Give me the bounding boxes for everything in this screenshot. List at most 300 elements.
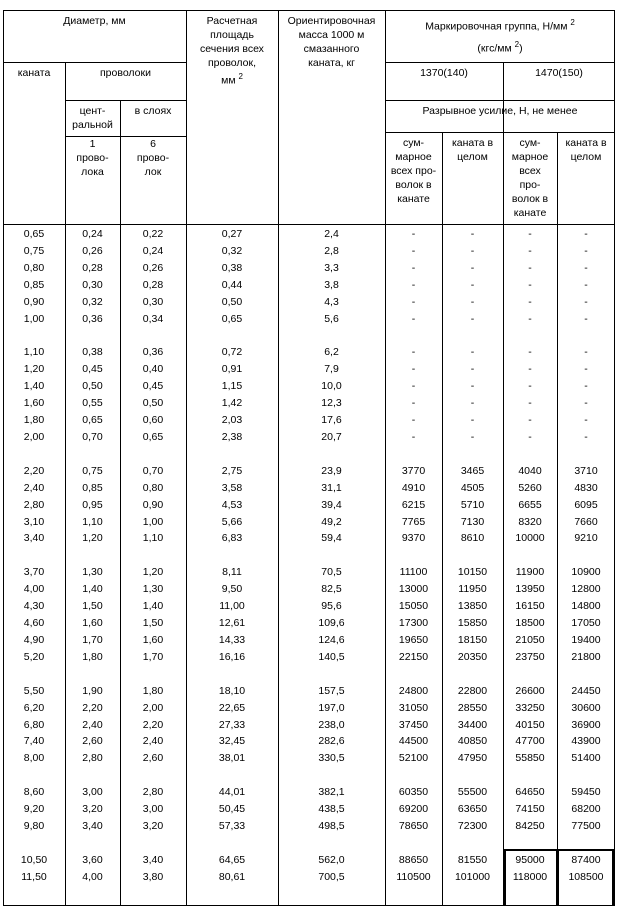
- header-central: цент- ральной: [72, 105, 113, 131]
- rope-1470-cell: 43900: [571, 735, 601, 748]
- section-area-cell: 4,53: [221, 498, 243, 511]
- row-line: [385, 132, 615, 133]
- rope-diameter-cell: 1,00: [23, 312, 45, 325]
- mass-cell: 59,4: [321, 532, 342, 545]
- rope-1370-cell: 11950: [458, 583, 487, 596]
- mass-cell: 10,0: [321, 380, 342, 393]
- sum-1370-cell: -: [411, 312, 416, 325]
- rope-1370-cell: 72300: [457, 820, 488, 832]
- sum-1470-cell: 8320: [518, 515, 542, 528]
- sum-1370-cell: 69200: [398, 803, 429, 816]
- central-wire-cell: 0,75: [82, 464, 103, 477]
- layer-wire-cell: 1,20: [142, 566, 164, 579]
- sum-1470-cell: 118000: [512, 870, 548, 883]
- rope-1370-cell: 10150: [457, 566, 488, 579]
- header-marking-group: Маркировочная группа, Н/мм $^2$ (кгс/мм $^2$): [425, 18, 575, 54]
- section-area-cell: 0,27: [221, 228, 243, 240]
- central-wire-cell: 2,40: [82, 718, 103, 731]
- rope-1470-cell: 9210: [574, 532, 598, 545]
- section-area-cell: 1,15: [221, 380, 243, 393]
- section-area-cell: 0,65: [221, 312, 243, 325]
- central-wire-cell: 2,20: [82, 701, 103, 714]
- highlight-line-top: [503, 849, 615, 851]
- header-wires: проволоки: [100, 67, 151, 79]
- sum-1470-cell: 95000: [515, 853, 545, 866]
- sum-1370-cell: 24800: [398, 684, 429, 697]
- central-wire-cell: 0,50: [82, 380, 103, 393]
- header-breaking-force: Разрывное усилие, Н, не менее: [422, 105, 578, 117]
- rope-1370-cell: -: [470, 380, 475, 393]
- sum-1370-cell: -: [411, 397, 416, 410]
- layer-wire-cell: 0,65: [142, 430, 164, 443]
- rope-1370-cell: 47950: [457, 752, 488, 765]
- section-area-cell: 57,33: [218, 820, 246, 832]
- section-area-cell: 16,16: [218, 650, 246, 663]
- sum-1470-cell: 84250: [515, 820, 545, 832]
- rope-diameter-cell: 5,20: [23, 650, 45, 663]
- mass-cell: 109,6: [318, 617, 345, 629]
- sum-1370-cell: -: [411, 228, 416, 240]
- layer-wire-cell: 0,80: [142, 481, 164, 494]
- rope-diameter-cell: 1,60: [23, 397, 45, 410]
- header-central-count: 1 прово- лока: [76, 138, 109, 178]
- section-area-cell: 1,42: [221, 397, 243, 410]
- sum-1370-cell: -: [411, 414, 416, 426]
- sum-1470-cell: 4040: [518, 464, 542, 477]
- rope-1470-cell: -: [584, 278, 588, 291]
- rope-diameter-cell: 11,50: [21, 870, 47, 883]
- rope-1470-cell: 10900: [571, 566, 601, 579]
- rope-1370-cell: 81550: [457, 853, 488, 866]
- layer-wire-cell: 0,45: [142, 380, 164, 393]
- sum-1470-cell: -: [528, 346, 532, 359]
- rope-diameter-cell: 0,85: [23, 278, 45, 291]
- rope-diameter-cell: 2,80: [23, 498, 45, 511]
- rope-diameter-cell: 3,40: [23, 532, 45, 545]
- header-group-1370: 1370(140): [420, 67, 468, 79]
- rope-1470-cell: 17050: [571, 617, 601, 629]
- central-wire-cell: 0,65: [82, 414, 103, 426]
- rope-diameter-cell: 8,60: [23, 786, 45, 799]
- section-area-cell: 44,01: [218, 786, 246, 799]
- central-wire-cell: 3,60: [82, 853, 103, 866]
- rope-diameter-cell: 1,80: [23, 414, 45, 426]
- rope-1370-cell: -: [470, 278, 475, 291]
- rope-1370-cell: 28550: [457, 701, 488, 714]
- central-wire-cell: 0,38: [82, 346, 103, 359]
- mass-cell: 5,6: [324, 312, 339, 325]
- header-sum-all-2: сум- марное всех про- волок в канате: [511, 137, 549, 219]
- rope-diameter-cell: 4,60: [23, 617, 45, 629]
- rope-1370-cell: 55500: [457, 786, 488, 799]
- central-wire-cell: 0,26: [82, 244, 103, 257]
- layer-wire-cell: 0,36: [142, 346, 164, 359]
- layer-wire-cell: 1,30: [142, 583, 164, 596]
- rope-1370-cell: 20350: [457, 650, 488, 663]
- sum-1470-cell: 55850: [515, 752, 545, 765]
- sum-1470-cell: 74150: [515, 803, 545, 816]
- sum-1370-cell: 4910: [401, 481, 426, 494]
- mass-cell: 330,5: [318, 752, 345, 765]
- table-border-left: [3, 10, 4, 906]
- rope-1370-cell: 101000: [454, 870, 491, 883]
- rope-diameter-cell: 2,40: [23, 481, 45, 494]
- rope-1470-cell: 19400: [571, 633, 601, 646]
- table-border-bottom: [3, 905, 615, 906]
- section-area-cell: 0,91: [221, 363, 243, 376]
- mass-cell: 282,6: [318, 735, 345, 748]
- mass-cell: 95,6: [321, 600, 342, 613]
- mass-cell: 157,5: [318, 684, 345, 697]
- mass-cell: 140,5: [318, 650, 345, 663]
- layer-wire-cell: 0,90: [142, 498, 164, 511]
- sum-1470-cell: 33250: [515, 701, 545, 714]
- mass-cell: 39,4: [321, 498, 342, 511]
- table-border-top: [3, 10, 615, 11]
- header-group-1470: 1470(150): [535, 67, 583, 79]
- rope-1370-cell: 18150: [457, 633, 488, 646]
- mass-cell: 3,3: [324, 261, 339, 274]
- rope-1470-cell: 6095: [574, 498, 598, 511]
- central-wire-cell: 0,55: [82, 397, 103, 410]
- rope-1370-cell: 8610: [460, 532, 485, 545]
- mass-cell: 3,8: [324, 278, 339, 291]
- sum-1470-cell: 21050: [515, 633, 545, 646]
- rope-1470-cell: 30600: [571, 701, 601, 714]
- rope-1370-cell: -: [470, 295, 475, 308]
- rope-1370-cell: -: [470, 414, 475, 426]
- rope-1370-cell: 13850: [457, 600, 488, 613]
- header-mass: Ориентировочная масса 1000 м смазанного каната, кг: [287, 15, 376, 69]
- rope-diameter-cell: 3,10: [23, 515, 45, 528]
- rope-diameter-cell: 0,75: [23, 244, 45, 257]
- row-line: [385, 100, 615, 101]
- section-area-cell: 2,38: [221, 430, 243, 443]
- mass-cell: 197,0: [318, 701, 345, 714]
- sum-1370-cell: 6215: [401, 498, 426, 511]
- central-wire-cell: 0,95: [82, 498, 103, 511]
- section-area-cell: 5,66: [221, 515, 243, 528]
- rope-1470-cell: 7660: [574, 515, 598, 528]
- row-line: [65, 100, 187, 101]
- layer-wire-cell: 1,70: [142, 650, 164, 663]
- rope-1370-cell: -: [470, 244, 475, 257]
- sum-1470-cell: -: [528, 430, 532, 443]
- rope-1470-cell: 36900: [571, 718, 601, 731]
- section-area-cell: 32,45: [218, 735, 246, 748]
- layer-wire-cell: 0,34: [142, 312, 164, 325]
- sum-1370-cell: 44500: [398, 735, 429, 748]
- mass-cell: 70,5: [321, 566, 342, 579]
- sum-1370-cell: 9370: [401, 532, 426, 545]
- central-wire-cell: 4,00: [82, 870, 103, 883]
- rope-1370-cell: -: [470, 397, 475, 410]
- section-area-cell: 80,61: [218, 870, 246, 883]
- rope-diameter-cell: 1,10: [23, 346, 45, 359]
- rope-1470-cell: -: [584, 346, 588, 359]
- sum-1370-cell: 110500: [396, 870, 431, 883]
- mass-cell: 438,5: [318, 803, 345, 816]
- rope-diameter-cell: 0,90: [23, 295, 45, 308]
- rope-1470-cell: -: [584, 430, 588, 443]
- section-area-cell: 0,38: [221, 261, 243, 274]
- section-area-cell: 18,10: [218, 684, 246, 697]
- central-wire-cell: 3,20: [82, 803, 103, 816]
- rope-1470-cell: 87400: [571, 853, 601, 866]
- sum-1470-cell: -: [528, 261, 532, 274]
- layer-wire-cell: 2,80: [142, 786, 164, 799]
- central-wire-cell: 1,40: [82, 583, 103, 596]
- layer-wire-cell: 1,60: [142, 633, 164, 646]
- sum-1470-cell: 10000: [515, 532, 545, 545]
- sum-1470-cell: 47700: [515, 735, 545, 748]
- central-wire-cell: 3,40: [82, 820, 103, 832]
- layer-wire-cell: 1,40: [142, 600, 164, 613]
- sum-1470-cell: -: [528, 278, 532, 291]
- mass-cell: 498,5: [318, 820, 345, 832]
- layer-wire-cell: 3,40: [142, 853, 164, 866]
- rope-diameter-cell: 2,00: [23, 430, 45, 443]
- sum-1470-cell: 18500: [515, 617, 545, 629]
- layer-wire-cell: 1,50: [142, 617, 164, 629]
- layer-wire-cell: 3,80: [142, 870, 164, 883]
- central-wire-cell: 0,32: [82, 295, 103, 308]
- rope-diameter-cell: 0,65: [23, 228, 45, 240]
- sum-1370-cell: 37450: [398, 718, 429, 731]
- rope-diameter-cell: 3,70: [23, 566, 45, 579]
- mass-cell: 20,7: [321, 430, 342, 443]
- sum-1470-cell: -: [528, 312, 532, 325]
- rope-1370-cell: 40850: [457, 735, 488, 748]
- rope-diameter-cell: 4,90: [23, 633, 45, 646]
- sum-1370-cell: 17300: [398, 617, 429, 629]
- sum-1370-cell: 15050: [398, 600, 429, 613]
- sum-1470-cell: -: [528, 295, 532, 308]
- central-wire-cell: 2,80: [82, 752, 103, 765]
- section-area-cell: 0,50: [221, 295, 243, 308]
- rope-1470-cell: -: [584, 295, 588, 308]
- mass-cell: 49,2: [321, 515, 342, 528]
- rope-1470-cell: 51400: [571, 752, 601, 765]
- rope-1370-cell: -: [470, 312, 475, 325]
- layer-wire-cell: 0,60: [142, 414, 164, 426]
- header-rope-whole-2: каната в целом: [565, 137, 607, 163]
- section-area-cell: 6,83: [221, 532, 243, 545]
- rope-1370-cell: -: [470, 228, 475, 240]
- rope-diameter-cell: 9,80: [23, 820, 45, 832]
- col-line: [278, 10, 279, 906]
- sum-1470-cell: 23750: [515, 650, 545, 663]
- sum-1370-cell: 78650: [398, 820, 429, 832]
- header-layers-count: 6 прово- лок: [136, 138, 170, 178]
- sum-1370-cell: 19650: [398, 633, 429, 646]
- sum-1470-cell: -: [528, 228, 532, 240]
- rope-1470-cell: 77500: [571, 820, 601, 832]
- sum-1370-cell: -: [411, 244, 416, 257]
- mass-cell: 124,6: [318, 633, 345, 646]
- layer-wire-cell: 2,40: [142, 735, 164, 748]
- sum-1370-cell: -: [411, 380, 416, 393]
- rope-1470-cell: -: [584, 363, 588, 376]
- rope-1370-cell: 15850: [457, 617, 488, 629]
- header-bottom-line: [3, 224, 615, 225]
- rope-diameter-cell: 6,20: [23, 701, 45, 714]
- layer-wire-cell: 0,30: [142, 295, 164, 308]
- mass-cell: 7,9: [324, 363, 339, 376]
- col-line: [186, 10, 187, 906]
- sum-1470-cell: 13950: [515, 583, 545, 596]
- section-area-cell: 14,33: [218, 633, 246, 646]
- header-diameter: Диаметр, мм: [63, 15, 126, 27]
- central-wire-cell: 2,60: [82, 735, 103, 748]
- sum-1370-cell: 52100: [398, 752, 429, 765]
- rope-1370-cell: 7130: [460, 515, 485, 528]
- layer-wire-cell: 0,24: [142, 244, 164, 257]
- mass-cell: 562,0: [318, 853, 345, 866]
- rope-1470-cell: 14800: [571, 600, 601, 613]
- rope-diameter-cell: 2,20: [23, 464, 45, 477]
- layer-wire-cell: 1,00: [142, 515, 164, 528]
- central-wire-cell: 1,60: [82, 617, 103, 629]
- sum-1470-cell: -: [528, 397, 532, 410]
- sum-1370-cell: -: [411, 261, 416, 274]
- rope-diameter-cell: 7,40: [23, 735, 45, 748]
- rope-1370-cell: 3465: [460, 464, 485, 477]
- central-wire-cell: 3,00: [82, 786, 103, 799]
- central-wire-cell: 1,70: [82, 633, 103, 646]
- central-wire-cell: 0,45: [82, 363, 103, 376]
- layer-wire-cell: 3,20: [142, 820, 164, 832]
- section-area-cell: 3,58: [221, 481, 243, 494]
- sum-1470-cell: 26600: [515, 684, 545, 697]
- rope-1370-cell: -: [470, 430, 475, 443]
- rope-1470-cell: -: [584, 244, 588, 257]
- rope-1470-cell: 12800: [571, 583, 601, 596]
- sum-1470-cell: 40150: [515, 718, 545, 731]
- rope-diameter-cell: 5,50: [23, 684, 45, 697]
- sum-1470-cell: 11900: [515, 566, 545, 579]
- central-wire-cell: 0,36: [82, 312, 103, 325]
- central-wire-cell: 0,28: [82, 261, 103, 274]
- mass-cell: 82,5: [321, 583, 342, 596]
- central-wire-cell: 0,24: [82, 228, 103, 240]
- rope-1370-cell: 63650: [457, 803, 488, 816]
- rope-diameter-cell: 1,40: [23, 380, 45, 393]
- section-area-cell: 2,03: [221, 414, 243, 426]
- layer-wire-cell: 1,10: [142, 532, 164, 545]
- section-area-cell: 9,50: [221, 583, 243, 596]
- sum-1370-cell: -: [411, 346, 416, 359]
- central-wire-cell: 1,50: [82, 600, 103, 613]
- layer-wire-cell: 3,00: [142, 803, 164, 816]
- sum-1370-cell: 13000: [398, 583, 429, 596]
- sum-1470-cell: 6655: [518, 498, 542, 511]
- sum-1470-cell: 16150: [515, 600, 545, 613]
- rope-1470-cell: -: [584, 380, 588, 393]
- section-area-cell: 38,01: [218, 752, 246, 765]
- layer-wire-cell: 0,22: [142, 228, 164, 240]
- rope-1470-cell: 68200: [571, 803, 601, 816]
- rope-diameter-cell: 9,20: [23, 803, 45, 816]
- mass-cell: 2,4: [324, 228, 339, 240]
- mass-cell: 2,8: [324, 244, 339, 257]
- layer-wire-cell: 0,70: [142, 464, 164, 477]
- sum-1370-cell: 31050: [398, 701, 429, 714]
- layer-wire-cell: 1,80: [142, 684, 164, 697]
- sum-1470-cell: 5260: [518, 481, 542, 494]
- section-area-cell: 22,65: [218, 701, 246, 714]
- rope-1470-cell: 59450: [571, 786, 601, 799]
- rope-1470-cell: -: [584, 261, 588, 274]
- sum-1470-cell: -: [528, 244, 532, 257]
- header-layers: в слоях: [134, 105, 172, 117]
- sum-1370-cell: 60350: [398, 786, 429, 799]
- sum-1370-cell: -: [411, 278, 416, 291]
- row-line: [385, 62, 615, 63]
- mass-cell: 23,9: [321, 464, 342, 477]
- rope-diameter-cell: 10,50: [20, 853, 48, 866]
- header-area: Расчетная площадь сечения всех проволок, мм $^2$: [200, 15, 264, 87]
- layer-wire-cell: 0,28: [142, 278, 164, 291]
- section-area-cell: 11,00: [219, 600, 245, 613]
- rope-1470-cell: 3710: [574, 464, 598, 477]
- mass-cell: 17,6: [321, 414, 342, 426]
- rope-1470-cell: -: [584, 414, 588, 426]
- mass-cell: 700,5: [318, 870, 345, 883]
- central-wire-cell: 0,70: [82, 430, 103, 443]
- central-wire-cell: 1,90: [82, 684, 103, 697]
- rope-diameter-cell: 0,80: [23, 261, 45, 274]
- rope-diameter-cell: 4,00: [23, 583, 45, 596]
- section-area-cell: 50,45: [218, 803, 246, 816]
- rope-diameter-cell: 4,30: [23, 600, 45, 613]
- rope-1370-cell: -: [470, 346, 475, 359]
- section-area-cell: 2,75: [221, 464, 243, 477]
- sum-1370-cell: 3770: [401, 464, 426, 477]
- mass-cell: 12,3: [321, 397, 342, 410]
- central-wire-cell: 1,30: [82, 566, 103, 579]
- rope-diameter-cell: 6,80: [23, 718, 45, 731]
- rope-diameter-cell: 8,00: [23, 752, 45, 765]
- sum-1370-cell: -: [411, 363, 416, 376]
- section-area-cell: 8,11: [222, 566, 242, 579]
- rope-diameter-cell: 1,20: [23, 363, 45, 376]
- rope-spec-table: [3, 10, 615, 905]
- central-wire-cell: 1,20: [82, 532, 103, 545]
- sum-1470-cell: -: [528, 363, 532, 376]
- rope-1470-cell: 24450: [571, 684, 601, 697]
- sum-1370-cell: 22150: [398, 650, 429, 663]
- sum-1370-cell: 7765: [401, 515, 426, 528]
- header-rope-whole: каната в целом: [451, 137, 494, 163]
- rope-1470-cell: 4830: [574, 481, 598, 494]
- header-sum-all: сум- марное всех про- волок в канате: [390, 137, 437, 205]
- rope-1470-cell: 108500: [568, 870, 604, 883]
- sum-1470-cell: 64650: [515, 786, 545, 799]
- section-area-cell: 12,61: [218, 617, 246, 629]
- section-area-cell: 0,44: [221, 278, 243, 291]
- rope-1370-cell: 4505: [460, 481, 485, 494]
- mass-cell: 238,0: [318, 718, 345, 731]
- sum-1370-cell: -: [411, 295, 416, 308]
- sum-1370-cell: 11100: [399, 566, 428, 579]
- layer-wire-cell: 2,20: [142, 718, 164, 731]
- sum-1470-cell: -: [528, 380, 532, 393]
- sum-1370-cell: 88650: [398, 853, 429, 866]
- section-area-cell: 0,32: [221, 244, 243, 257]
- rope-1470-cell: 21800: [571, 650, 601, 663]
- central-wire-cell: 0,30: [82, 278, 103, 291]
